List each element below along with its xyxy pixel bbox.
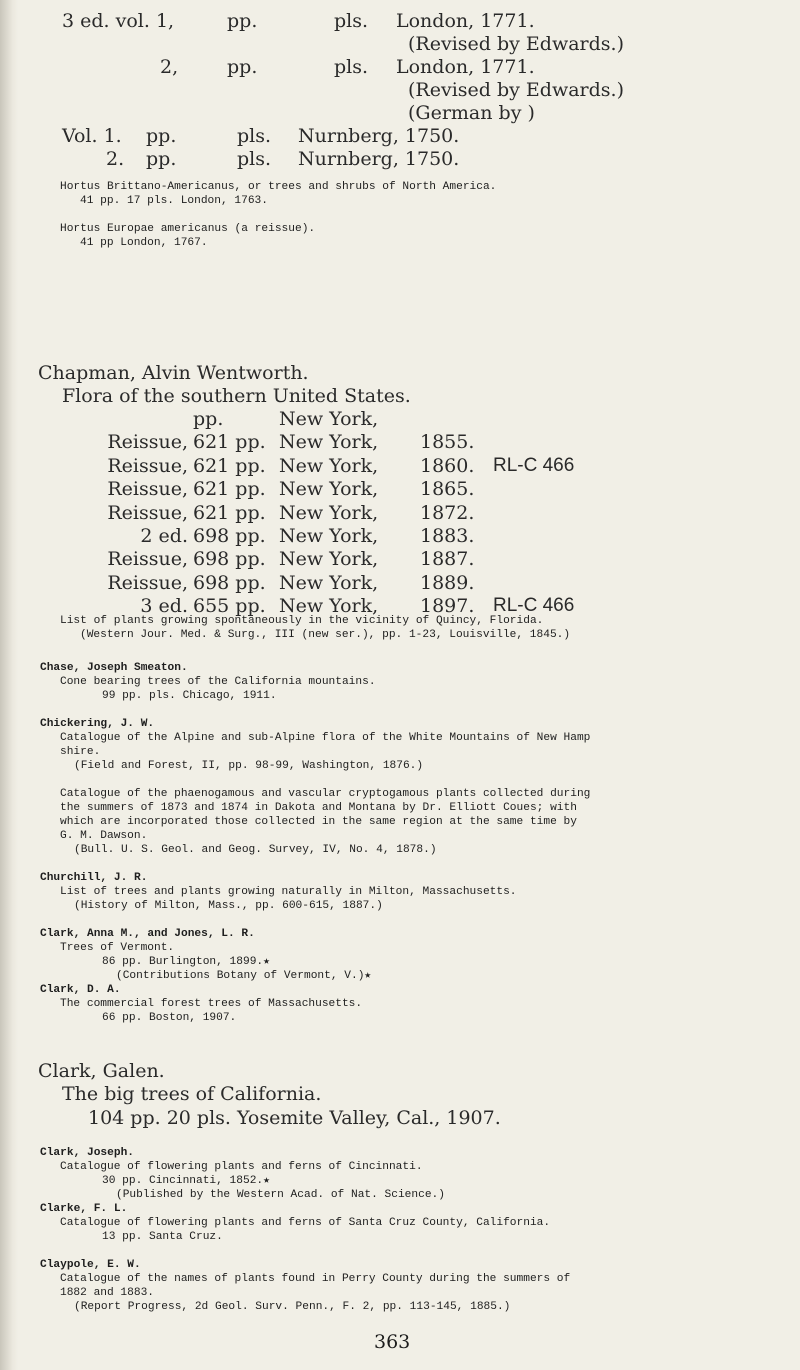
author-heading: Clark, Joseph. — [40, 1147, 134, 1159]
title-line: Catalogue of flowering plants and ferns of Santa Cruz County, California. — [60, 1217, 551, 1229]
edition-ed-cell: Reissue, — [107, 548, 188, 571]
hortus-entries — [60, 180, 496, 250]
author-heading: Churchill, J. R. — [40, 872, 148, 884]
title-line: List of trees and plants growing naturally in Milton, Massachusetts. — [60, 886, 517, 898]
entry-row — [62, 125, 762, 149]
author-heading: Clark, Galen. — [38, 1060, 165, 1082]
volume-text: Vol. 1. — [62, 125, 122, 147]
work-title: Flora of the southern United States. — [62, 385, 411, 407]
source-line: (Report Progress, 2d Geol. Surv. Penn., F. 2, pp. 113-145, 1885.) — [74, 1301, 511, 1313]
page-number: 363 — [374, 1331, 411, 1353]
entries-block-1 — [40, 661, 590, 1025]
source-line: (Western Jour. Med. & Surg., III (new ser.), pp. 1-23, Louisville, 1845.) — [80, 629, 571, 641]
edition-year-cell: 1897. — [420, 595, 475, 618]
title-line: shire. — [60, 746, 101, 758]
edition-call-cell: RL-C 466 — [493, 595, 575, 617]
imprint-text: London, 1771. — [396, 56, 535, 78]
edition-year-cell: 1865. — [420, 478, 475, 501]
title-line: The commercial forest trees of Massachusetts. — [60, 998, 363, 1010]
title-line: Catalogue of the phaenogamous and vascular cryptogamous plants collected during — [60, 788, 591, 800]
source-line: (Published by the Western Acad. of Nat. Science.) — [116, 1189, 445, 1201]
imprint-line: 86 pp. Burlington, 1899.★ — [102, 956, 270, 968]
edition-place-cell: New York, — [279, 408, 379, 430]
imprint-line: 104 pp. 20 pls. Yosemite Valley, Cal., 1907. — [88, 1107, 501, 1129]
pages-text: pp. — [227, 10, 258, 32]
edition-place-cell: New York, — [279, 548, 379, 571]
edition-place-cell: New York, — [279, 454, 379, 477]
author-heading: Chapman, Alvin Wentworth. — [38, 362, 309, 384]
imprint-line: 30 pp. Cincinnati, 1852.★ — [102, 1175, 270, 1187]
author-heading: Chase, Joseph Smeaton. — [40, 662, 188, 674]
work-title: The big trees of California. — [62, 1083, 322, 1105]
plates-text: pls. — [334, 10, 369, 32]
edition-text: 3 ed. vol. 1, — [62, 10, 175, 32]
edition-year-cell: 1860. — [420, 454, 475, 477]
volume-text: 2. — [106, 148, 125, 170]
title-line: Hortus Europae americanus (a reissue). — [60, 223, 316, 235]
title-line: which are incorporated those collected in the same region at the same time by — [60, 816, 577, 828]
title-line: Trees of Vermont. — [60, 942, 175, 954]
title-line: Catalogue of the names of plants found in Perry County during the summers of — [60, 1273, 571, 1285]
author-heading: Claypole, E. W. — [40, 1259, 141, 1271]
edition-year-cell: 1889. — [420, 571, 475, 594]
edition-text: 2, — [160, 56, 179, 78]
edition-year-cell: 1887. — [420, 548, 475, 571]
entry-row — [62, 56, 762, 80]
title-line: G. M. Dawson. — [60, 830, 148, 842]
source-line: (Field and Forest, II, pp. 98-99, Washington, 1876.) — [74, 760, 424, 772]
author-heading: Clark, Anna M., and Jones, L. R. — [40, 928, 255, 940]
note-text: (German by ) — [408, 102, 535, 124]
edition-ed-cell: 2 ed. — [140, 524, 188, 547]
title-line: Hortus Brittano-Americanus, or trees and shrubs of North America. — [60, 181, 497, 193]
edition-ed-cell: 3 ed. — [140, 595, 188, 618]
plates-text: pls. — [237, 148, 272, 170]
edition-ed-cell: Reissue, — [107, 454, 188, 477]
title-line: Catalogue of flowering plants and ferns of Cincinnati. — [60, 1161, 423, 1173]
edition-place-cell: New York, — [279, 501, 379, 524]
edition-place-cell: New York, — [279, 524, 379, 547]
edition-year-cell: 1855. — [420, 431, 475, 454]
plates-text: pls. — [237, 125, 272, 147]
imprint-text: Nurnberg, 1750. — [298, 148, 460, 170]
edition-place-cell: New York, — [279, 595, 379, 618]
imprint-line: 41 pp. 17 pls. London, 1763. — [80, 195, 268, 207]
imprint-text: London, 1771. — [396, 10, 535, 32]
edition-pp-cell: pp. — [193, 408, 224, 430]
entry-row — [62, 10, 762, 34]
edition-pp-cell: 621 pp. — [193, 478, 266, 501]
plates-text: pls. — [334, 56, 369, 78]
title-line: the summers of 1873 and 1874 in Dakota and Montana by Dr. Elliott Coues; with — [60, 802, 577, 814]
edition-ed-cell: Reissue, — [107, 571, 188, 594]
title-line: Cone bearing trees of the California mountains. — [60, 676, 376, 688]
edition-pp-cell: 698 pp. — [193, 548, 266, 571]
source-line: (Bull. U. S. Geol. and Geog. Survey, IV, No. 4, 1878.) — [74, 844, 437, 856]
note-text: (Revised by Edwards.) — [408, 33, 624, 55]
edition-place-cell: New York, — [279, 478, 379, 501]
title-line: List of plants growing spontaneously in the vicinity of Quincy, Florida. — [60, 615, 544, 627]
entry-row — [62, 102, 762, 126]
edition-pp-cell: 698 pp. — [193, 524, 266, 547]
edition-ed-cell: Reissue, — [107, 501, 188, 524]
edition-ed-cell: Reissue, — [107, 431, 188, 454]
source-line: (History of Milton, Mass., pp. 600-615, 1887.) — [74, 900, 383, 912]
entry-row — [62, 148, 762, 172]
edition-year-cell: 1872. — [420, 501, 475, 524]
title-line: 1882 and 1883. — [60, 1287, 154, 1299]
edition-place-cell: New York, — [279, 571, 379, 594]
title-line: Catalogue of the Alpine and sub-Alpine flora of the White Mountains of New Hamp — [60, 732, 591, 744]
author-heading: Clark, D. A. — [40, 984, 121, 996]
pages-text: pp. — [227, 56, 258, 78]
entries-block-2 — [40, 1146, 570, 1314]
edition-place-cell: New York, — [279, 431, 379, 454]
source-line: (Contributions Botany of Vermont, V.)★ — [116, 970, 372, 982]
page-edge-shadow — [0, 0, 18, 1370]
edition-ed-cell: Reissue, — [107, 478, 188, 501]
author-heading: Chickering, J. W. — [40, 718, 155, 730]
note-text: (Revised by Edwards.) — [408, 79, 624, 101]
edition-pp-cell: 655 pp. — [193, 595, 266, 618]
imprint-line: 99 pp. pls. Chicago, 1911. — [102, 690, 277, 702]
entry-row — [62, 79, 762, 103]
imprint-text: Nurnberg, 1750. — [298, 125, 460, 147]
pages-text: pp. — [146, 148, 177, 170]
imprint-line: 13 pp. Santa Cruz. — [102, 1231, 223, 1243]
edition-pp-cell: 621 pp. — [193, 431, 266, 454]
entry-row — [62, 33, 762, 57]
edition-pp-cell: 621 pp. — [193, 501, 266, 524]
author-heading: Clarke, F. L. — [40, 1203, 128, 1215]
imprint-line: 66 pp. Boston, 1907. — [102, 1012, 237, 1024]
edition-year-cell: 1883. — [420, 524, 475, 547]
chapman-list-entry — [60, 614, 570, 642]
imprint-line: 41 pp London, 1767. — [80, 237, 208, 249]
edition-pp-cell: 698 pp. — [193, 571, 266, 594]
edition-pp-cell: 621 pp. — [193, 454, 266, 477]
pages-text: pp. — [146, 125, 177, 147]
edition-call-cell: RL-C 466 — [493, 454, 575, 476]
